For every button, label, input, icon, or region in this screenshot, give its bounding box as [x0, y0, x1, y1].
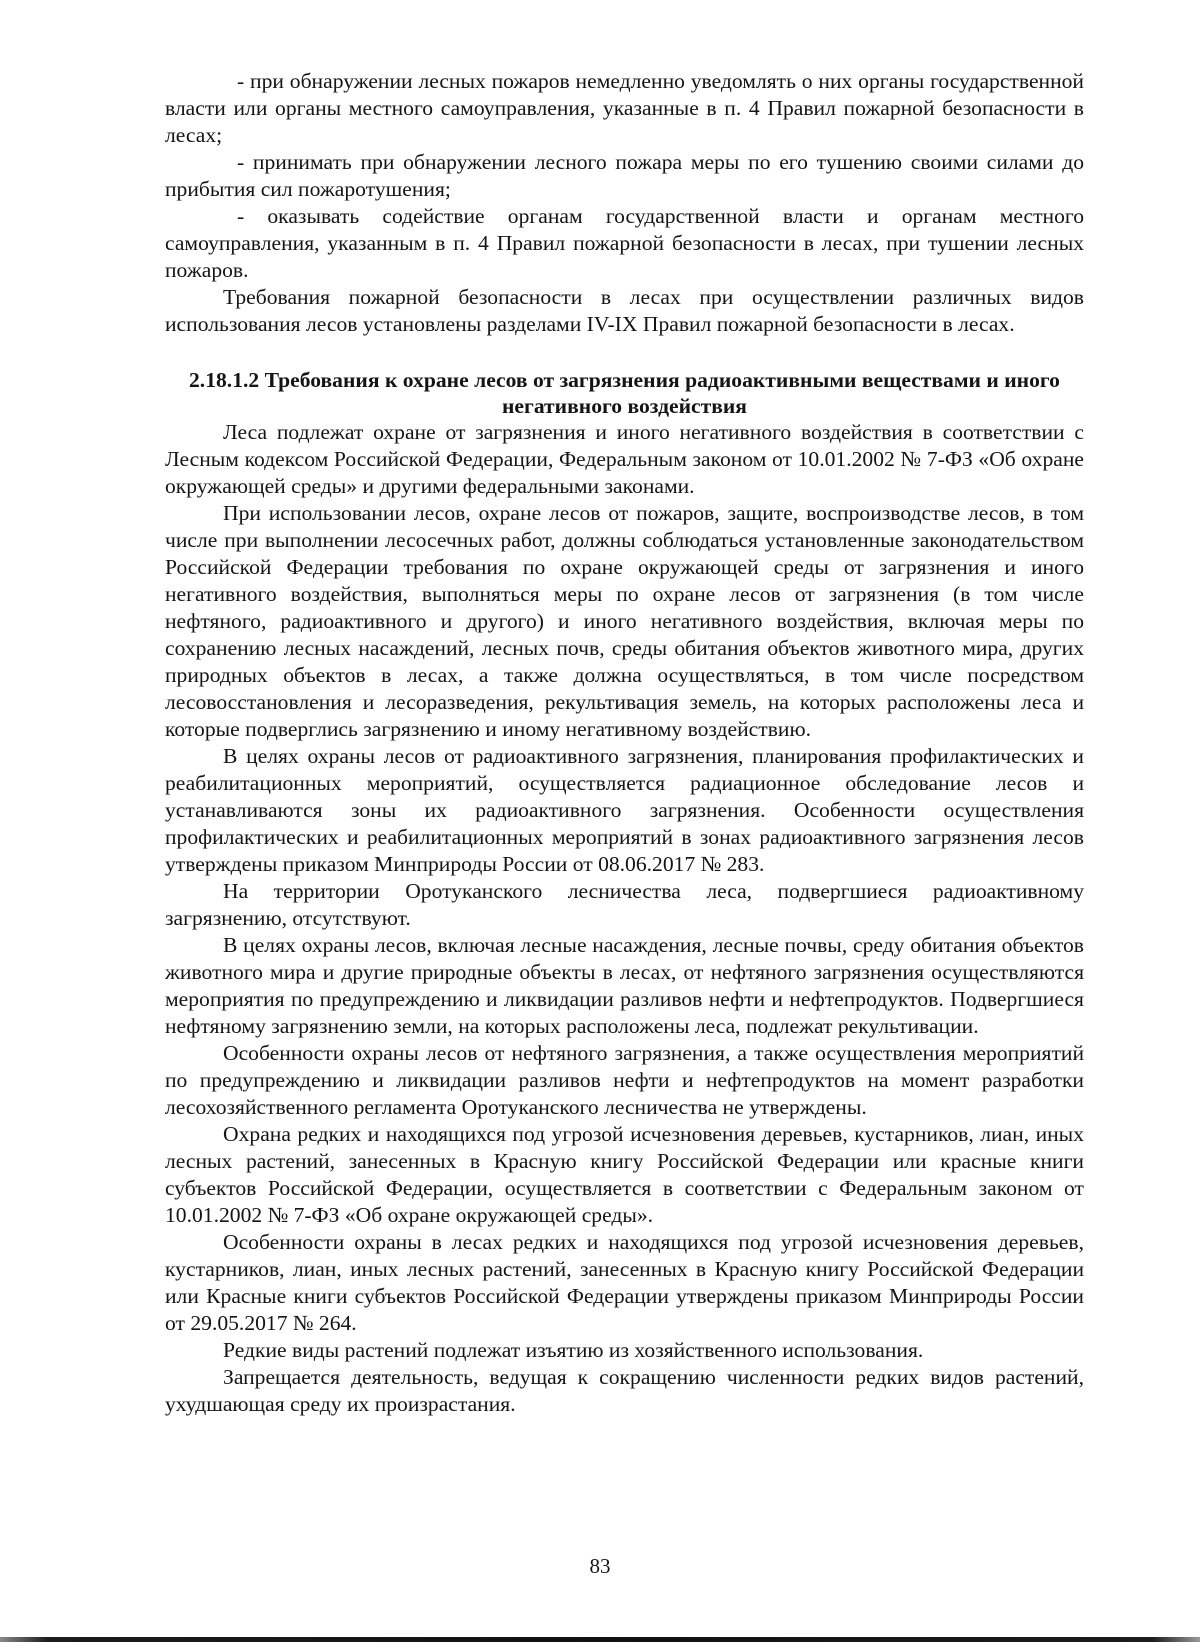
paragraph-orotukan-radioactive: На территории Оротуканского лесничества леса, подвергшиеся радиоактивному загрязнению, отсутствуют. [165, 879, 1084, 930]
paragraph-rare-species-protection: Охрана редких и находящихся под угрозой исчезновения деревьев, кустарников, лиан, иных лесных растений, занесенных в Красную книгу Российской Федерации или красные книги субъектов Российской Федерации, осуществляется в соответствии с Федеральным законом от 10.01.2002 № 7-ФЗ «Об охране окружающей среды». [165, 1122, 1084, 1227]
scan-bottom-edge [0, 1637, 1200, 1642]
section-heading: 2.18.1.2 Требования к охране лесов от загрязнения радиоактивными веществами и иного негативного воздействия [189, 368, 1060, 418]
paragraph-rare-plants-withdrawal: Редкие виды растений подлежат изъятию из хозяйственного использования. [223, 1338, 924, 1362]
paragraph-oil-contamination: В целях охраны лесов, включая лесные насаждения, лесные почвы, среду обитания объектов животного мира и другие природные объекты в лесах, от нефтяного загрязнения осуществляются мероприятия по предупреждению и ликвидации разливов нефти и нефтепродуктов. Подвергшиеся нефтяному загрязнению земли, на которых расположены леса, подлежат рекультивации. [165, 933, 1084, 1038]
paragraph-prohibited-activity: Запрещается деятельность, ведущая к сокращению численности редких видов растений, ухудшающая среду их произрастания. [165, 1365, 1084, 1416]
paragraph-radioactive-contamination: В целях охраны лесов от радиоактивного загрязнения, планирования профилактических и реабилитационных мероприятий, осуществляется радиационное обследование лесов и устанавливаются зоны их радиоактивного загрязнения. Особенности осуществления профилактических и реабилитационных мероприятий в зонах радиоактивного загрязнения лесов утверждены приказом Минприроды России от 08.06.2017 № 283. [165, 744, 1084, 876]
intro-paragraph: Требования пожарной безопасности в лесах при осуществлении различных видов использования лесов установлены разделами IV-IX Правил пожарной безопасности в лесах. [165, 285, 1084, 336]
list-item-assist-authorities: - оказывать содействие органам государственной власти и органам местного самоуправления, указанным в п. 4 Правил пожарной безопасности в лесах, при тушении лесных пожаров. [165, 204, 1084, 282]
list-item-notify-authorities: - при обнаружении лесных пожаров немедленно уведомлять о них органы государственной власти или органы местного самоуправления, указанные в п. 4 Правил пожарной безопасности в лесах; [165, 69, 1084, 147]
paragraph-forest-protection-law: Леса подлежат охране от загрязнения и иного негативного воздействия в соответствии с Лесным кодексом Российской Федерации, Федеральным законом от 10.01.2002 № 7-ФЗ «Об охране окружающей среды» и другими федеральными законами. [165, 420, 1084, 498]
document-page [165, 68, 1084, 1418]
paragraph-rare-species-features: Особенности охраны в лесах редких и находящихся под угрозой исчезновения деревьев, кустарников, лиан, иных лесных растений, занесенных в Красную книгу Российской Федерации или Красные книги субъектов Российской Федерации утверждены приказом Минприроды России от 29.05.2017 № 264. [165, 1230, 1084, 1335]
paragraph-forest-use-requirements: При использовании лесов, охране лесов от пожаров, защите, воспроизводстве лесов, в том числе при выполнении лесосечных работ, должны соблюдаться установленные законодательством Российской Федерации требования по охране окружающей среды от загрязнения и иного негативного воздействия, выполняться меры по охране лесов от загрязнения (в том числе нефтяного, радиоактивного и другого) и иного негативного воздействия, включая меры по сохранению лесных насаждений, лесных почв, среды обитания объектов животного мира, других природных объектов в лесах, а также должна осуществляться, в том числе посредством лесовосстановления и лесоразведения, рекультивация земель, на которых расположены леса и которые подверглись загрязнению и иному негативному воздействию. [165, 501, 1084, 741]
list-item-extinguish-fire: - принимать при обнаружении лесного пожара меры по его тушению своими силами до прибытия сил пожаротушения; [165, 150, 1084, 201]
paragraph-oil-protection-features: Особенности охраны лесов от нефтяного загрязнения, а также осуществления мероприятий по предупреждению и ликвидации разливов нефти и нефтепродуктов на момент разработки лесохозяйственного регламента Оротуканского лесничества не утверждены. [165, 1041, 1084, 1119]
page-number: 83 [589, 1554, 611, 1578]
